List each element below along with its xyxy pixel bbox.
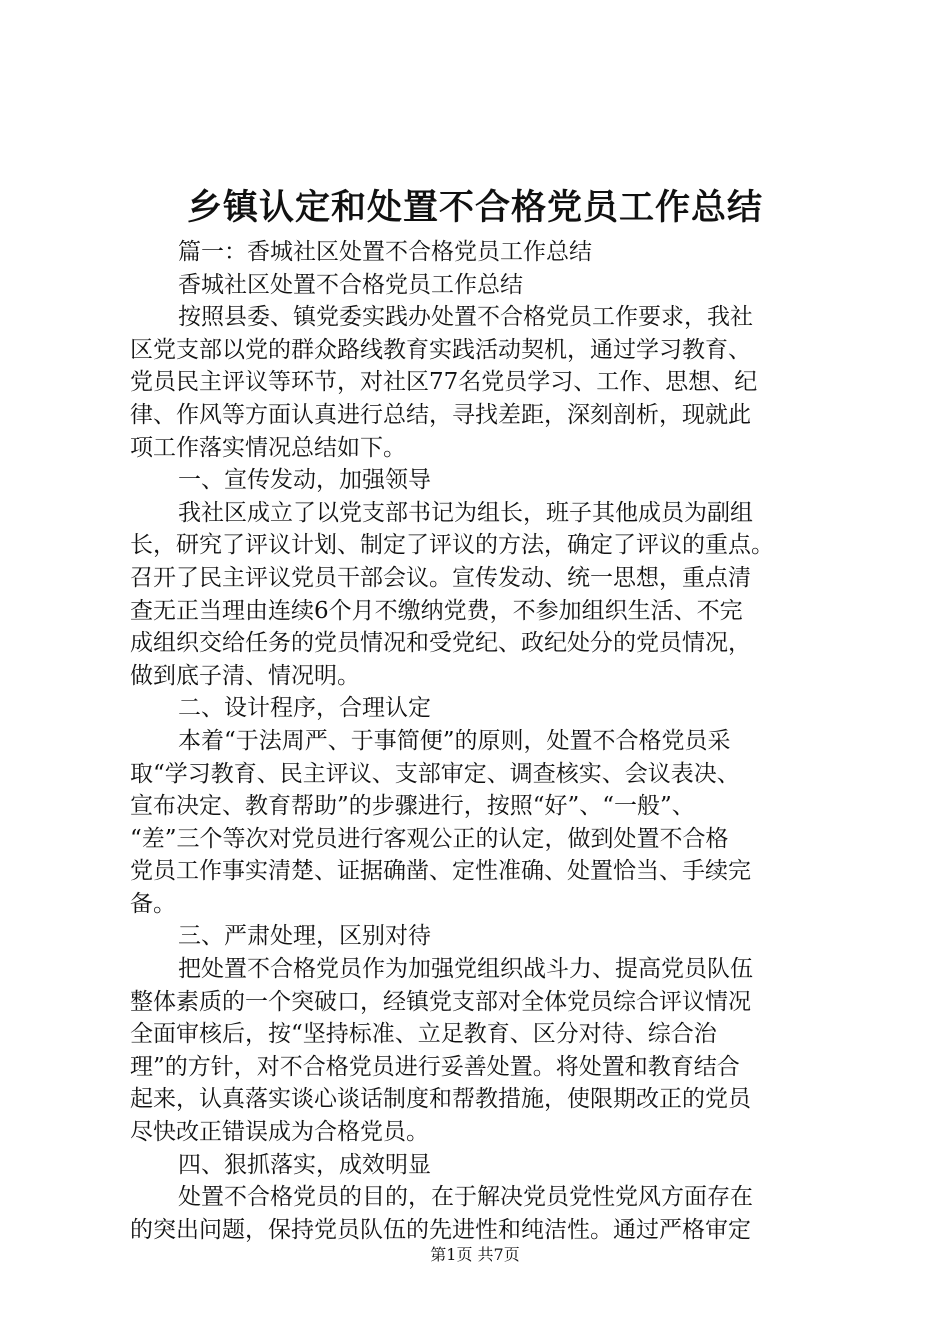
text-line: 香城社区处置不合格党员工作总结 — [178, 271, 523, 298]
section-heading: 二、设计程序，合理认定 — [178, 695, 431, 722]
text-line: 全面审核后，按“坚持标准、立足教育、区分对待、综合治 — [130, 1021, 717, 1048]
text-line: 成组织交给任务的党员情况和受党纪、政纪处分的党员情况， — [130, 630, 751, 657]
document-title: 乡镇认定和处置不合格党员工作总结 — [186, 187, 763, 228]
text-line: 做到底子清、情况明。 — [130, 662, 360, 689]
section-heading: 四、狠抓落实，成效明显 — [178, 1151, 431, 1178]
document-body — [130, 236, 832, 1246]
text-line: 党员工作事实清楚、证据确凿、定性准确、处置恰当、手续完 — [130, 858, 751, 885]
text-line: 处置不合格党员的目的，在于解决党员党性党风方面存在 — [178, 1184, 753, 1211]
text-line: 我社区成立了以党支部书记为组长，班子其他成员为副组 — [178, 499, 753, 526]
text-line: 尽快改正错误成为合格党员。 — [130, 1119, 429, 1146]
text-line: 本着“于法周严、于事简便”的原则，处置不合格党员采 — [178, 727, 731, 754]
text-line: 取“学习教育、民主评议、支部审定、调查核实、会议表决、 — [130, 760, 740, 787]
text-line: 项工作落实情况总结如下。 — [130, 434, 406, 461]
text-line: 律、作风等方面认真进行总结，寻找差距，深刻剖析，现就此 — [130, 401, 751, 428]
section-heading: 一、宣传发动，加强领导 — [178, 467, 431, 494]
text-line: 备。 — [130, 890, 176, 917]
text-line: 篇一：香城社区处置不合格党员工作总结 — [178, 239, 592, 265]
text-line: 党员民主评议等环节，对社区77名党员学习、工作、思想、纪 — [130, 369, 758, 396]
section-heading: 三、严肃处理，区别对待 — [178, 923, 431, 950]
text-line: 查无正当理由连续6个月不缴纳党费，不参加组织生活、不完 — [130, 597, 743, 624]
text-line: 区党支部以党的群众路线教育实践活动契机，通过学习教育、 — [130, 336, 751, 363]
text-line: 的突出问题，保持党员队伍的先进性和纯洁性。通过严格审定 — [130, 1216, 751, 1243]
text-line: 按照县委、镇党委实践办处置不合格党员工作要求，我社 — [178, 304, 753, 331]
text-line: 理”的方针，对不合格党员进行妥善处置。将处置和教育结合 — [130, 1053, 740, 1080]
text-line: 整体素质的一个突破口，经镇党支部对全体党员综合评议情况 — [130, 988, 751, 1015]
text-line: 宣布决定、教育帮助”的步骤进行，按照“好”、“一般”、 — [130, 793, 695, 820]
page-footer: 第1页 共7页 — [430, 1245, 520, 1264]
text-line: 把处置不合格党员作为加强党组织战斗力、提高党员队伍 — [178, 956, 753, 983]
text-line: “差”三个等次对党员进行客观公正的认定，做到处置不合格 — [130, 825, 729, 852]
text-line: 起来，认真落实谈心谈话制度和帮教措施，使限期改正的党员 — [130, 1086, 751, 1113]
text-line: 长，研究了评议计划、制定了评议的方法，确定了评议的重点。 — [130, 532, 774, 559]
text-line: 召开了民主评议党员干部会议。宣传发动、统一思想，重点清 — [130, 564, 751, 591]
